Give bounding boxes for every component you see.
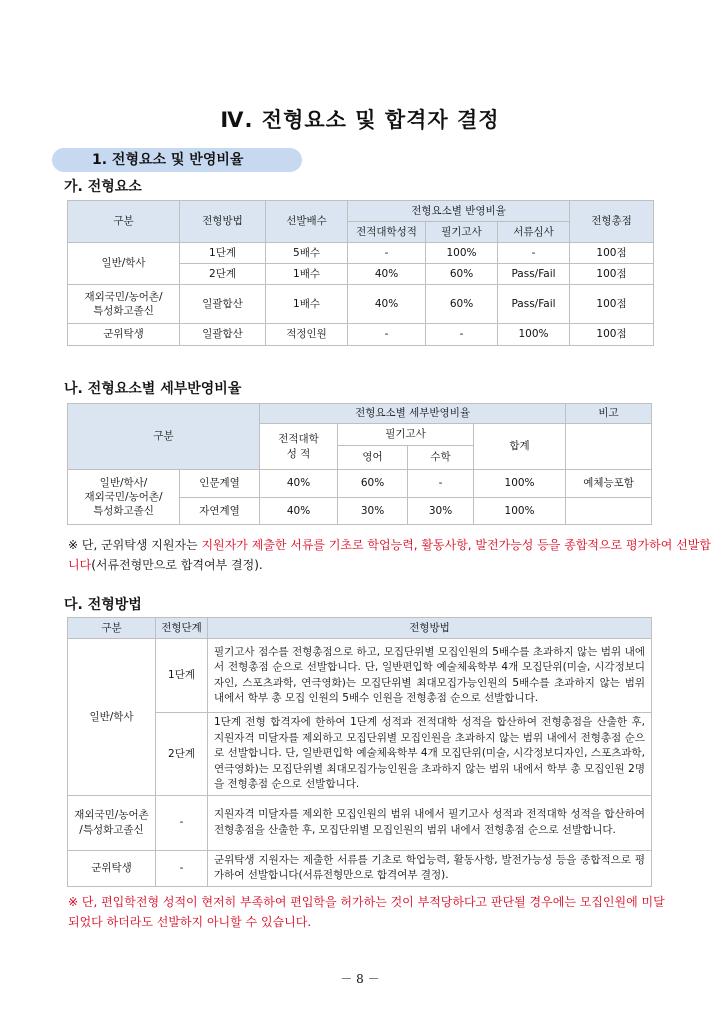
cell: 100%	[498, 324, 570, 346]
cell: -	[498, 243, 570, 264]
col-prev: 전적대학 성 적	[260, 424, 338, 470]
table-elements	[67, 200, 654, 346]
cell: 100점	[570, 264, 654, 285]
col-note: 비고	[566, 404, 652, 424]
col-stage: 전형단계	[156, 618, 208, 639]
col-multiple: 선발배수	[266, 201, 348, 243]
col-prev: 전적대학성적	[348, 222, 426, 243]
cell: 인문계열	[180, 470, 260, 498]
cell-desc: 1단계 전형 합격자에 한하여 1단계 성적과 전적대학 성적을 합산하여 전형총점을 산출한 후, 지원자격 미달자를 제외하고 모집단위별 모집인원을 초과하지 않는 범위 내에서 전형총점 순으로 선발합니다. 단, 일반편입학 예술체육학부 4개 모집단위(미술, 시각정보디자인, 스포츠과학, 연극영화)는 모집단위별 최대모집가능인원을 초과하지 않는 범위 내에서 학부 총 모집인원 2명을 전형총점 순으로 선발합니다.	[208, 713, 652, 796]
col-written: 필기고사	[338, 424, 474, 446]
cell: -	[156, 795, 208, 850]
cell: 일괄합산	[180, 324, 266, 346]
cell: 2단계	[156, 713, 208, 796]
table-row	[68, 470, 652, 498]
table-row	[68, 639, 652, 713]
cell: 100%	[474, 470, 566, 498]
col-method: 전형방법	[208, 618, 652, 639]
cell: 자연계열	[180, 498, 260, 525]
cell: 5배수	[266, 243, 348, 264]
cell: 100점	[570, 285, 654, 324]
subheading-b: 나. 전형요소별 세부반영비율	[64, 381, 242, 397]
cell: 군위탁생	[68, 850, 156, 886]
table-method	[67, 617, 652, 887]
cell: 일반/학사	[68, 639, 156, 796]
col-sum: 합계	[474, 424, 566, 470]
cell: 40%	[348, 285, 426, 324]
cell: 40%	[260, 470, 338, 498]
col-ratio: 전형요소별 반영비율	[348, 201, 570, 222]
cell: 40%	[260, 498, 338, 525]
col-eng: 영어	[338, 446, 408, 470]
col-method: 전형방법	[180, 201, 266, 243]
table-detail-ratio	[67, 403, 652, 525]
cell-desc: 군위탁생 지원자는 제출한 서류를 기초로 학업능력, 활동사항, 발전가능성 등을 종합적으로 평가하여 선발합니다(서류전형만으로 합격여부 결정).	[208, 850, 652, 886]
cell: 일반/학사	[68, 243, 180, 285]
cell: 재외국민/농어촌 /특성화고졸신	[68, 795, 156, 850]
cell: -	[156, 850, 208, 886]
cell-desc: 필기고사 점수를 전형총점으로 하고, 모집단위별 모집인원의 5배수를 초과하지 않는 범위 내에서 전형총점 순으로 선발합니다. 단, 일반편입학 예술체육학부 4개 모집단위(미술, 시각정보디자인, 스포츠과학, 연극영화)는 모집단위별 최대모집가능인원의 5배수를 초과하지 않는 범위 내에서 학부 총 모집 인원의 5배수 인원을 전형총점 순으로 선발합니다.	[208, 639, 652, 713]
cell: 100%	[426, 243, 498, 264]
cell: 60%	[338, 470, 408, 498]
col-detail: 전형요소별 세부반영비율	[260, 404, 566, 424]
table-row	[68, 324, 654, 346]
cell: 40%	[348, 264, 426, 285]
cell: -	[348, 324, 426, 346]
cell: 30%	[408, 498, 474, 525]
cell: -	[408, 470, 474, 498]
note-military	[68, 535, 720, 575]
table-row	[68, 243, 654, 264]
cell: 60%	[426, 264, 498, 285]
table-row	[68, 285, 654, 324]
cell: 100점	[570, 243, 654, 264]
cell: Pass/Fail	[498, 264, 570, 285]
page-number: － 8 －	[340, 972, 380, 986]
cell: 군위탁생	[68, 324, 180, 346]
cell	[566, 498, 652, 525]
cell: 일괄합산	[180, 285, 266, 324]
col-gubun: 구분	[68, 618, 156, 639]
page-title: Ⅳ. 전형요소 및 합격자 결정	[220, 108, 500, 132]
cell-group: 일반/학사/ 재외국민/농어촌/ 특성화고졸신	[68, 470, 180, 525]
cell: 30%	[338, 498, 408, 525]
section-heading-1: 1. 전형요소 및 반영비율	[52, 148, 302, 172]
table-row	[68, 850, 652, 886]
cell: 적정인원	[266, 324, 348, 346]
cell: -	[426, 324, 498, 346]
table-row	[68, 795, 652, 850]
note-suffix: (서류전형만으로 합격여부 결정).	[91, 558, 263, 572]
cell: 재외국민/농어촌/ 특성화고졸신	[68, 285, 180, 324]
cell: 2단계	[180, 264, 266, 285]
note-admission	[68, 892, 668, 932]
col-gubun: 구분	[68, 404, 260, 470]
cell: 1단계	[156, 639, 208, 713]
col-math: 수학	[408, 446, 474, 470]
subheading-a: 가. 전형요소	[64, 179, 142, 195]
cell: 1배수	[266, 264, 348, 285]
cell: 100%	[474, 498, 566, 525]
note-red-text: 지원자가 제출한 서류를 기초로 학업능력, 활동사항, 발전가능성 등을 종합적으로 평가하여 선발합니다	[68, 538, 711, 572]
col-total: 전형총점	[570, 201, 654, 243]
cell: 예체능포함	[566, 470, 652, 498]
cell: 1단계	[180, 243, 266, 264]
cell: Pass/Fail	[498, 285, 570, 324]
table-row	[68, 713, 652, 796]
cell: 1배수	[266, 285, 348, 324]
cell-desc: 지원자격 미달자를 제외한 모집인원의 범위 내에서 필기고사 성적과 전적대학 성적을 합산하여 전형총점을 산출한 후, 모집단위별 모집인원의 범위 내에서 전형총점 순으로 선발합니다.	[208, 795, 652, 850]
col-written: 필기고사	[426, 222, 498, 243]
note-prefix: ※ 단, 군위탁생 지원자는	[68, 538, 202, 552]
subheading-c: 다. 전형방법	[64, 597, 142, 613]
cell: 60%	[426, 285, 498, 324]
col-docs: 서류심사	[498, 222, 570, 243]
cell-empty	[566, 424, 652, 470]
col-gubun: 구분	[68, 201, 180, 243]
cell: -	[348, 243, 426, 264]
cell: 100점	[570, 324, 654, 346]
note-admission-text: ※ 단, 편입학전형 성적이 현저히 부족하여 편입학을 허가하는 것이 부적당하다고 판단될 경우에는 모집인원에 미달되었다 하더라도 선발하지 아니할 수 있습니다.	[68, 895, 665, 929]
